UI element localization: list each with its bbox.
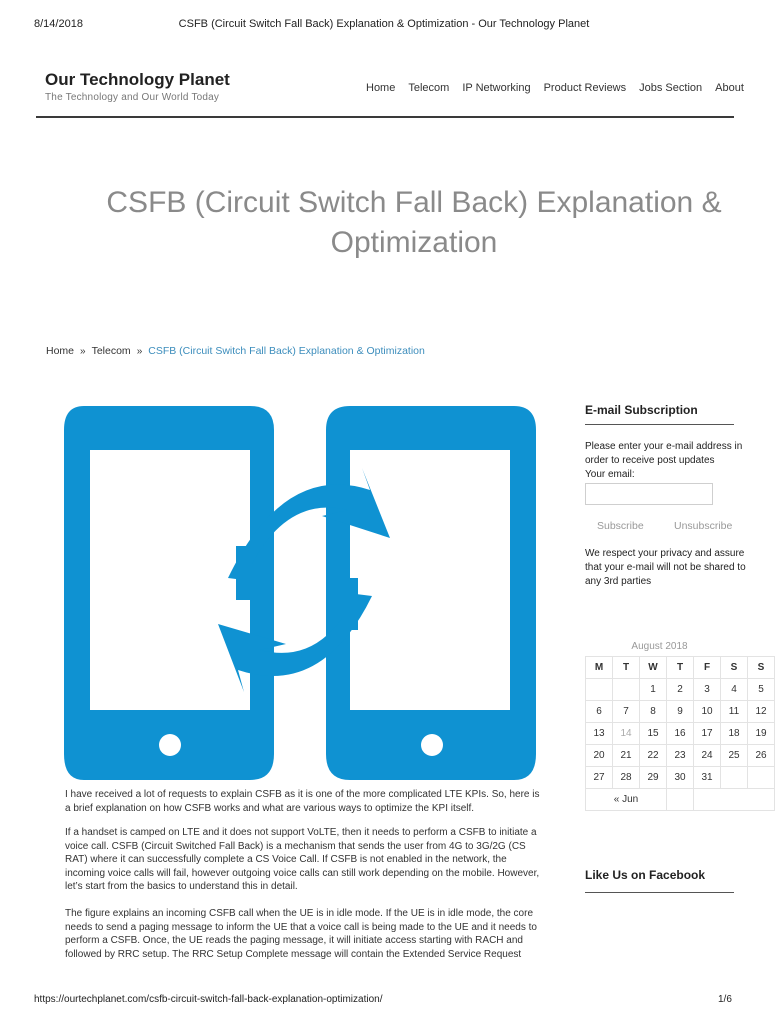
nav-item-telecom[interactable]: Telecom (408, 82, 450, 94)
print-page-title: CSFB (Circuit Switch Fall Back) Explanation & Optimization - Our Technology Planet (178, 18, 590, 30)
post-title-line1: CSFB (Circuit Switch Fall Back) Explanation & (106, 186, 722, 219)
calendar-day: 10 (694, 701, 721, 723)
weekday-sun: S (748, 657, 775, 679)
calendar-next-month-cell (694, 789, 775, 811)
privacy-note (585, 547, 746, 589)
article-paragraph-3: The figure explains an incoming CSFB call when the UE is in idle mode. If the UE is in idle mode, the core needs to send a paging message to inform the UE that a voice call is being made to the UE and it needs to perform a CSFB. Once, the UE reads the paging message, it will initiate access starting with RACH and followed by RRC setup. The RRC Setup Complete message will contain the Extended Service Request (65, 908, 537, 960)
weekday-sat: S (721, 657, 748, 679)
print-footer-url: https://ourtechplanet.com/csfb-circuit-switch-fall-back-explanation-optimization/ (34, 994, 383, 1005)
calendar-day: 4 (721, 679, 748, 701)
widget-divider (585, 892, 734, 893)
calendar-prev-month-link[interactable]: « Jun (586, 789, 667, 811)
calendar-week (586, 723, 775, 745)
calendar-nav-row (586, 789, 775, 811)
calendar-day: 2 (667, 679, 694, 701)
csfb-phones-illustration-icon (60, 398, 542, 784)
calendar-day: 23 (667, 745, 694, 767)
print-page-number: 1/6 (718, 994, 732, 1005)
calendar-day: 13 (586, 723, 613, 745)
calendar-day: 19 (748, 723, 775, 745)
calendar-day: 27 (586, 767, 613, 789)
breadcrumb-telecom[interactable]: Telecom (91, 345, 131, 357)
calendar-day-today: 14 (613, 723, 640, 745)
calendar-day: 17 (694, 723, 721, 745)
calendar-week (586, 767, 775, 789)
nav-item-ip-networking[interactable]: IP Networking (462, 82, 531, 94)
calendar-day: 20 (586, 745, 613, 767)
weekday-thu: T (667, 657, 694, 679)
privacy-note-line2: that your e-mail will not be shared to (585, 562, 746, 573)
calendar-day (586, 679, 613, 701)
email-instructions-line2: order to receive post updates (585, 455, 715, 466)
breadcrumb-separator-icon: » (80, 346, 86, 357)
calendar-day: 30 (667, 767, 694, 789)
calendar-day: 31 (694, 767, 721, 789)
breadcrumb (46, 345, 425, 357)
calendar-day: 25 (721, 745, 748, 767)
weekday-tue: T (613, 657, 640, 679)
calendar-day (613, 679, 640, 701)
email-subscription-title: E-mail Subscription (585, 403, 698, 417)
calendar-day: 28 (613, 767, 640, 789)
breadcrumb-home[interactable]: Home (46, 345, 75, 357)
weekday-wed: W (640, 657, 667, 679)
calendar-day: 16 (667, 723, 694, 745)
article-paragraph-2: If a handset is camped on LTE and it does not support VoLTE, then it needs to perform a CSFB to initiate a voice call. CSFB (Circuit Switched Fall Back) is a mechanism that sends the user from 4G to 3G/2G (CS RAT) where it can successfully complete a CS Voice Call. If CSFB is not enabled in the network, the incoming voice calls will fail, however outgoing voice calls can still work depending on the mobile. However, let’s start from the basics to understand this in detail. (65, 827, 540, 892)
weekday-fri: F (694, 657, 721, 679)
site-title[interactable]: Our Technology Planet (45, 70, 230, 89)
left-home-button-icon (159, 734, 181, 756)
calendar-day: 18 (721, 723, 748, 745)
subscribe-button[interactable]: Subscribe (597, 520, 644, 532)
calendar-week (586, 745, 775, 767)
calendar (585, 656, 767, 806)
calendar-day: 11 (721, 701, 748, 723)
calendar-day (721, 767, 748, 789)
privacy-note-line3: any 3rd parties (585, 576, 652, 587)
calendar-day: 24 (694, 745, 721, 767)
nav-item-home[interactable]: Home (366, 82, 396, 94)
post-title-line2: Optimization (330, 226, 498, 259)
privacy-note-line1: We respect your privacy and assure (585, 548, 745, 559)
email-instructions (585, 440, 743, 482)
calendar-day: 1 (640, 679, 667, 701)
calendar-day: 9 (667, 701, 694, 723)
unsubscribe-button[interactable]: Unsubscribe (674, 520, 733, 532)
calendar-day: 22 (640, 745, 667, 767)
post-title (60, 183, 768, 263)
calendar-day: 29 (640, 767, 667, 789)
calendar-day: 6 (586, 701, 613, 723)
calendar-week (586, 701, 775, 723)
facebook-widget-title: Like Us on Facebook (585, 868, 706, 882)
weekday-mon: M (586, 657, 613, 679)
email-instructions-line1: Please enter your e-mail address in (585, 441, 743, 452)
calendar-day (667, 789, 694, 811)
calendar-day: 15 (640, 723, 667, 745)
calendar-day: 26 (748, 745, 775, 767)
print-date: 8/14/2018 (34, 18, 83, 30)
calendar-week (586, 679, 775, 701)
calendar-day: 21 (613, 745, 640, 767)
widget-divider (585, 424, 734, 425)
calendar-day: 3 (694, 679, 721, 701)
calendar-day: 12 (748, 701, 775, 723)
main-nav (366, 82, 744, 98)
nav-item-product-reviews[interactable]: Product Reviews (543, 82, 627, 94)
breadcrumb-separator-icon: » (136, 346, 143, 357)
breadcrumb-current: CSFB (Circuit Switch Fall Back) Explanation & Optimization (148, 345, 425, 357)
calendar-day: 5 (748, 679, 775, 701)
article-paragraph-1: I have received a lot of requests to explain CSFB as it is one of the more complicated LTE KPIs. So, here is a brief explanation on how CSFB works and what are various ways to optimize the KPI itself. (65, 789, 540, 814)
email-field-label: Your email: (585, 469, 635, 480)
header-divider (36, 116, 734, 118)
email-field[interactable] (585, 483, 713, 505)
calendar-weekday-row (586, 657, 775, 679)
calendar-caption: August 2018 (631, 641, 688, 652)
calendar-day: 7 (613, 701, 640, 723)
right-home-button-icon (421, 734, 443, 756)
site-tagline: The Technology and Our World Today (45, 92, 220, 103)
nav-item-jobs-section[interactable]: Jobs Section (639, 82, 703, 94)
calendar-day: 8 (640, 701, 667, 723)
calendar-day (748, 767, 775, 789)
nav-item-about[interactable]: About (715, 82, 744, 94)
